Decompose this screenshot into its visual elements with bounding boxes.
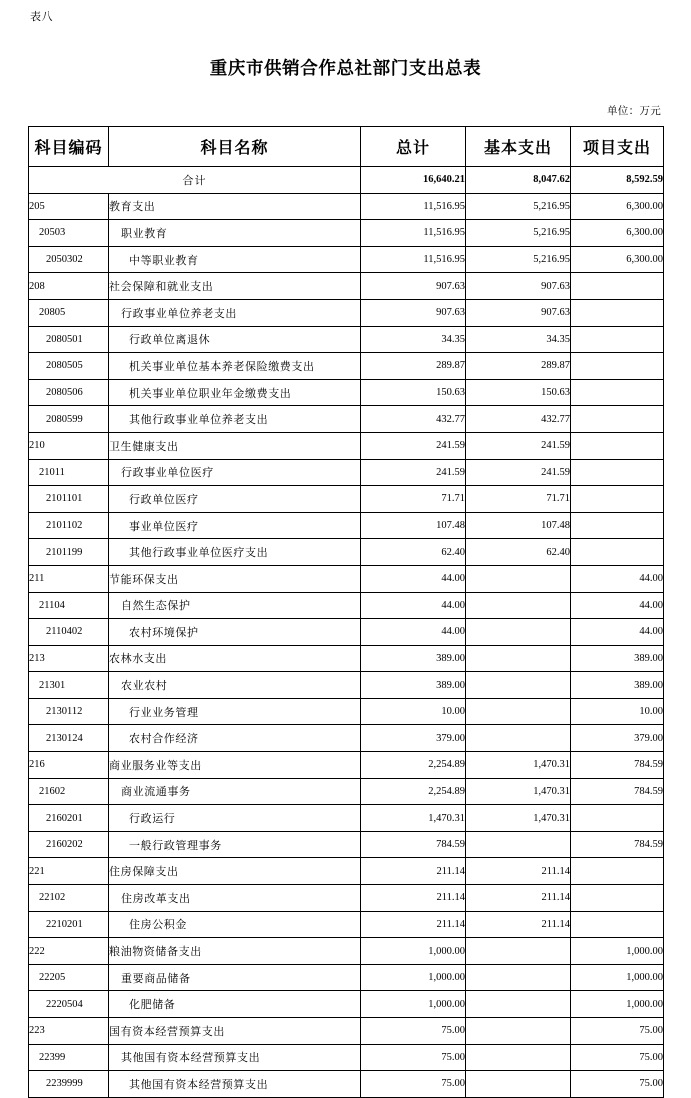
row-total: 784.59 [361,831,466,858]
row-name: 节能环保支出 [109,565,361,592]
row-code: 2110402 [29,619,109,646]
table-row [29,193,664,220]
table-row [29,432,664,459]
row-total: 11,516.95 [361,220,466,247]
row-code: 2220504 [29,991,109,1018]
row-basic: 241.59 [466,459,571,486]
row-name: 粮油物资储备支出 [109,938,361,965]
row-code: 2080506 [29,379,109,406]
row-name: 中等职业教育 [109,246,361,273]
row-project [571,299,664,326]
row-basic: 241.59 [466,432,571,459]
row-project [571,539,664,566]
row-project: 75.00 [571,1071,664,1098]
row-basic [466,619,571,646]
column-header-code: 科目编码 [29,127,109,167]
row-basic [466,831,571,858]
table-row [29,805,664,832]
row-name: 住房公积金 [109,911,361,938]
row-code: 2160202 [29,831,109,858]
row-total: 34.35 [361,326,466,353]
table-row [29,619,664,646]
table-header [29,127,664,167]
row-total: 107.48 [361,512,466,539]
row-name: 机关事业单位职业年金缴费支出 [109,379,361,406]
row-total: 907.63 [361,299,466,326]
table-row [29,459,664,486]
row-code: 2080501 [29,326,109,353]
table-row [29,592,664,619]
row-basic: 71.71 [466,486,571,513]
row-code: 22102 [29,885,109,912]
row-total: 2,254.89 [361,752,466,779]
row-total: 379.00 [361,725,466,752]
table-row [29,353,664,380]
row-code: 2101102 [29,512,109,539]
row-total: 1,000.00 [361,964,466,991]
row-project: 784.59 [571,831,664,858]
row-basic [466,592,571,619]
row-project: 6,300.00 [571,246,664,273]
row-basic: 150.63 [466,379,571,406]
table-row [29,1071,664,1098]
row-basic [466,964,571,991]
row-basic [466,565,571,592]
table-row [29,565,664,592]
total-row-total: 16,640.21 [361,167,466,194]
row-total: 75.00 [361,1018,466,1045]
row-code: 2160201 [29,805,109,832]
row-project [571,406,664,433]
row-name: 自然生态保护 [109,592,361,619]
row-project: 44.00 [571,565,664,592]
row-basic [466,938,571,965]
row-total: 211.14 [361,858,466,885]
row-name: 商业流通事务 [109,778,361,805]
row-total: 907.63 [361,273,466,300]
row-code: 22399 [29,1044,109,1071]
row-code: 208 [29,273,109,300]
row-code: 221 [29,858,109,885]
row-name: 一般行政管理事务 [109,831,361,858]
row-code: 210 [29,432,109,459]
row-project [571,459,664,486]
unit-note: 单位：万元 [607,105,661,117]
table-row [29,672,664,699]
row-total: 389.00 [361,645,466,672]
table-row [29,938,664,965]
row-name: 事业单位医疗 [109,512,361,539]
row-total: 432.77 [361,406,466,433]
budget-table [28,126,664,1098]
table-row [29,299,664,326]
row-total: 75.00 [361,1044,466,1071]
table-row [29,911,664,938]
row-total: 241.59 [361,432,466,459]
row-code: 2080599 [29,406,109,433]
row-basic [466,725,571,752]
table-row [29,1044,664,1071]
table-row [29,1018,664,1045]
table-row [29,885,664,912]
row-code: 223 [29,1018,109,1045]
table-row [29,858,664,885]
table-row [29,991,664,1018]
row-basic: 211.14 [466,911,571,938]
total-row-label: 合计 [29,167,361,194]
column-header-basic: 基本支出 [466,127,571,167]
row-name: 行政事业单位医疗 [109,459,361,486]
row-basic: 289.87 [466,353,571,380]
table-row [29,778,664,805]
row-name: 其他行政事业单位医疗支出 [109,539,361,566]
row-basic: 1,470.31 [466,805,571,832]
row-total: 1,470.31 [361,805,466,832]
row-total: 211.14 [361,885,466,912]
row-name: 行业业务管理 [109,698,361,725]
row-code: 2101199 [29,539,109,566]
row-project: 75.00 [571,1018,664,1045]
table-row [29,831,664,858]
row-project: 44.00 [571,619,664,646]
row-total: 150.63 [361,379,466,406]
row-name: 其他国有资本经营预算支出 [109,1044,361,1071]
row-basic [466,1071,571,1098]
table-row [29,326,664,353]
row-total: 44.00 [361,565,466,592]
row-basic: 432.77 [466,406,571,433]
row-project [571,512,664,539]
row-total: 44.00 [361,592,466,619]
row-project [571,805,664,832]
row-name: 农村合作经济 [109,725,361,752]
table-row [29,406,664,433]
row-project: 1,000.00 [571,938,664,965]
row-code: 21011 [29,459,109,486]
row-name: 机关事业单位基本养老保险缴费支出 [109,353,361,380]
row-project [571,885,664,912]
row-project [571,273,664,300]
row-name: 其他国有资本经营预算支出 [109,1071,361,1098]
row-basic: 1,470.31 [466,778,571,805]
row-name: 社会保障和就业支出 [109,273,361,300]
table-row-total [29,167,664,194]
row-code: 2130112 [29,698,109,725]
table-row [29,698,664,725]
row-project [571,911,664,938]
total-row-basic: 8,047.62 [466,167,571,194]
row-total: 11,516.95 [361,246,466,273]
row-name: 其他行政事业单位养老支出 [109,406,361,433]
row-total: 62.40 [361,539,466,566]
row-code: 211 [29,565,109,592]
table-row [29,486,664,513]
row-total: 75.00 [361,1071,466,1098]
table-row [29,725,664,752]
row-name: 化肥储备 [109,991,361,1018]
table-row [29,512,664,539]
row-total: 289.87 [361,353,466,380]
table-row [29,246,664,273]
row-basic: 34.35 [466,326,571,353]
column-header-project: 项目支出 [571,127,664,167]
row-project: 389.00 [571,672,664,699]
row-name: 农村环境保护 [109,619,361,646]
header-row [29,127,664,167]
row-code: 2130124 [29,725,109,752]
row-project [571,379,664,406]
table-row [29,273,664,300]
row-basic [466,672,571,699]
row-name: 住房改革支出 [109,885,361,912]
row-basic: 907.63 [466,273,571,300]
total-row-project: 8,592.59 [571,167,664,194]
row-basic [466,1018,571,1045]
row-total: 2,254.89 [361,778,466,805]
row-name: 行政单位医疗 [109,486,361,513]
row-name: 职业教育 [109,220,361,247]
row-basic: 907.63 [466,299,571,326]
table-row [29,379,664,406]
row-name: 教育支出 [109,193,361,220]
row-project: 389.00 [571,645,664,672]
row-code: 2050302 [29,246,109,273]
row-project [571,326,664,353]
row-code: 21602 [29,778,109,805]
row-name: 重要商品储备 [109,964,361,991]
column-header-total: 总计 [361,127,466,167]
row-project: 75.00 [571,1044,664,1071]
row-project: 44.00 [571,592,664,619]
row-basic: 5,216.95 [466,220,571,247]
row-name: 住房保障支出 [109,858,361,885]
row-name: 农林水支出 [109,645,361,672]
page-title: 重庆市供销合作总社部门支出总表 [209,59,482,79]
row-total: 44.00 [361,619,466,646]
row-code: 22205 [29,964,109,991]
table-row [29,539,664,566]
row-code: 21301 [29,672,109,699]
row-code: 2101101 [29,486,109,513]
sheet-label: 表八 [30,10,53,23]
row-total: 1,000.00 [361,938,466,965]
row-code: 2239999 [29,1071,109,1098]
row-total: 211.14 [361,911,466,938]
row-project: 6,300.00 [571,193,664,220]
table-row [29,752,664,779]
row-basic [466,698,571,725]
row-project: 1,000.00 [571,991,664,1018]
row-basic: 1,470.31 [466,752,571,779]
row-code: 21104 [29,592,109,619]
row-code: 2080505 [29,353,109,380]
row-project [571,858,664,885]
row-total: 1,000.00 [361,991,466,1018]
row-total: 389.00 [361,672,466,699]
row-total: 71.71 [361,486,466,513]
row-name: 卫生健康支出 [109,432,361,459]
row-total: 11,516.95 [361,193,466,220]
row-total: 241.59 [361,459,466,486]
row-basic: 5,216.95 [466,193,571,220]
row-project [571,486,664,513]
row-basic [466,991,571,1018]
row-basic: 62.40 [466,539,571,566]
row-basic: 211.14 [466,858,571,885]
row-code: 222 [29,938,109,965]
table-body [29,167,664,1098]
row-project: 379.00 [571,725,664,752]
row-code: 20805 [29,299,109,326]
row-project [571,432,664,459]
row-name: 行政运行 [109,805,361,832]
budget-table-container [28,126,663,1098]
column-header-name: 科目名称 [109,127,361,167]
row-code: 20503 [29,220,109,247]
table-row [29,964,664,991]
row-code: 213 [29,645,109,672]
row-name: 商业服务业等支出 [109,752,361,779]
table-row [29,645,664,672]
row-code: 2210201 [29,911,109,938]
row-basic: 211.14 [466,885,571,912]
row-basic: 107.48 [466,512,571,539]
row-project: 784.59 [571,778,664,805]
row-name: 行政事业单位养老支出 [109,299,361,326]
table-row [29,220,664,247]
row-name: 国有资本经营预算支出 [109,1018,361,1045]
row-project: 1,000.00 [571,964,664,991]
row-basic: 5,216.95 [466,246,571,273]
row-name: 农业农村 [109,672,361,699]
row-code: 216 [29,752,109,779]
row-total: 10.00 [361,698,466,725]
row-name: 行政单位离退休 [109,326,361,353]
row-code: 205 [29,193,109,220]
row-basic [466,1044,571,1071]
row-project: 6,300.00 [571,220,664,247]
row-basic [466,645,571,672]
row-project: 10.00 [571,698,664,725]
row-project [571,353,664,380]
row-project: 784.59 [571,752,664,779]
